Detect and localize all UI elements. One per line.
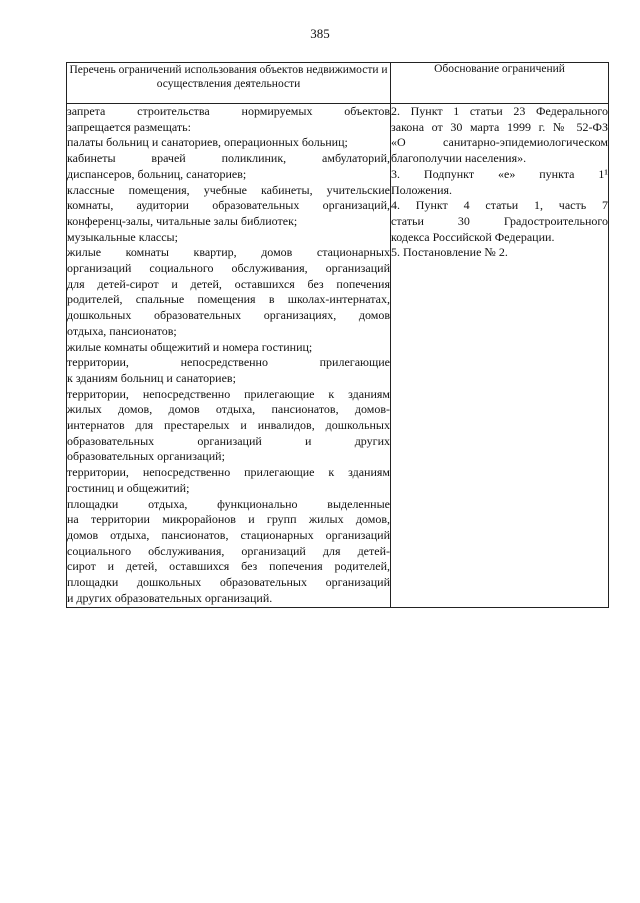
restrictions-cell — [67, 104, 391, 608]
restriction-text-line: образовательных организаций; — [67, 449, 225, 464]
restriction-text-line: территории, непосредственно прилегающие — [67, 355, 390, 370]
justification-text-line: «О санитарно-эпидемиологическом — [391, 135, 608, 150]
table-row — [67, 104, 609, 608]
header-restrictions-list: Перечень ограничений использования объектов недвижимости и осуществления деятельности — [67, 63, 391, 104]
page-number: 385 — [310, 26, 330, 41]
restriction-text-line: классные помещения, учебные кабинеты, учительские — [67, 182, 390, 197]
restriction-text-line: палаты больниц и санаториев, операционных больниц; — [67, 135, 348, 150]
restriction-text-line: запрета строительства нормируемых объектов — [67, 104, 390, 118]
restriction-text-line: организаций социального обслуживания, организаций — [67, 261, 390, 276]
justification-text-line: 5. Постановление № 2. — [391, 245, 508, 260]
restriction-text-line: сирот и детей, оставшихся без попечения родителей, — [67, 559, 390, 574]
justification-text-line: 2. Пункт 1 статьи 23 Федерального — [391, 104, 608, 118]
justification-text-line: закона от 30 марта 1999 г. № 52-ФЗ — [391, 119, 608, 134]
table-header-row — [67, 63, 609, 104]
restriction-text-line: образовательных организаций и других — [67, 433, 390, 448]
restriction-text-line: к зданиям больниц и санаториев; — [67, 370, 236, 385]
restriction-text-line: отдыха, пансионатов; — [67, 323, 177, 338]
restriction-text-line: жилые комнаты общежитий и номера гостиниц; — [67, 339, 313, 354]
restriction-text-line: территории, непосредственно прилегающие к зданиям — [67, 465, 390, 480]
restriction-text-line: дошкольных образовательных организациях, домов — [67, 308, 390, 323]
justification-cell — [391, 104, 609, 608]
restriction-text-line: жилых домов, домов отдыха, пансионатов, домов- — [67, 402, 390, 417]
restriction-text-line: диспансеров, больниц, санаториев; — [67, 166, 247, 181]
restriction-text-line: домов отдыха, пансионатов, стационарных организаций — [67, 527, 390, 542]
restriction-text-line: жилые комнаты квартир, домов стационарных — [67, 245, 390, 260]
restriction-text-line: социального обслуживания, организаций для детей- — [67, 543, 390, 558]
restriction-text-line: родителей, спальные помещения в школах-интернатах, — [67, 292, 390, 307]
restriction-text-line: запрещается размещать: — [67, 119, 191, 134]
justification-text-line: 3. Подпункт «е» пункта 1¹ — [391, 166, 608, 181]
justification-text-line: 4. Пункт 4 статьи 1, часть 7 — [391, 198, 608, 213]
justification-text-line: статьи 30 Градостроительного — [391, 213, 608, 228]
restriction-text-line: территории, непосредственно прилегающие к зданиям — [67, 386, 390, 401]
header-justification: Обоснование ограничений — [391, 63, 609, 104]
justification-text-line: благополучии населения». — [391, 151, 527, 166]
restriction-text-line: кабинеты врачей поликлиник, амбулаторий, — [67, 151, 390, 166]
restriction-text-line: площадки отдыха, функционально выделенные — [67, 496, 390, 511]
restrictions-table — [66, 62, 609, 608]
restriction-text-line: музыкальные классы; — [67, 229, 178, 244]
restriction-text-line: гостиниц и общежитий; — [67, 480, 190, 495]
restriction-text-line: на территории микрорайонов и групп жилых домов, — [67, 512, 390, 527]
restriction-text-line: комнаты, аудитории образовательных организаций, — [67, 198, 390, 213]
restriction-text-line: конференц-залы, читальные залы библиотек; — [67, 213, 298, 228]
restriction-text-line: для детей-сирот и детей, оставшихся без попечения — [67, 276, 390, 291]
restriction-text-line: площадки дошкольных образовательных организаций — [67, 575, 390, 590]
restriction-text-line: интернатов для престарелых и инвалидов, дошкольных — [67, 418, 390, 433]
justification-text-line: Положения. — [391, 182, 453, 197]
justification-text-line: кодекса Российской Федерации. — [391, 229, 555, 244]
restriction-text-line: и других образовательных организаций. — [67, 590, 273, 605]
